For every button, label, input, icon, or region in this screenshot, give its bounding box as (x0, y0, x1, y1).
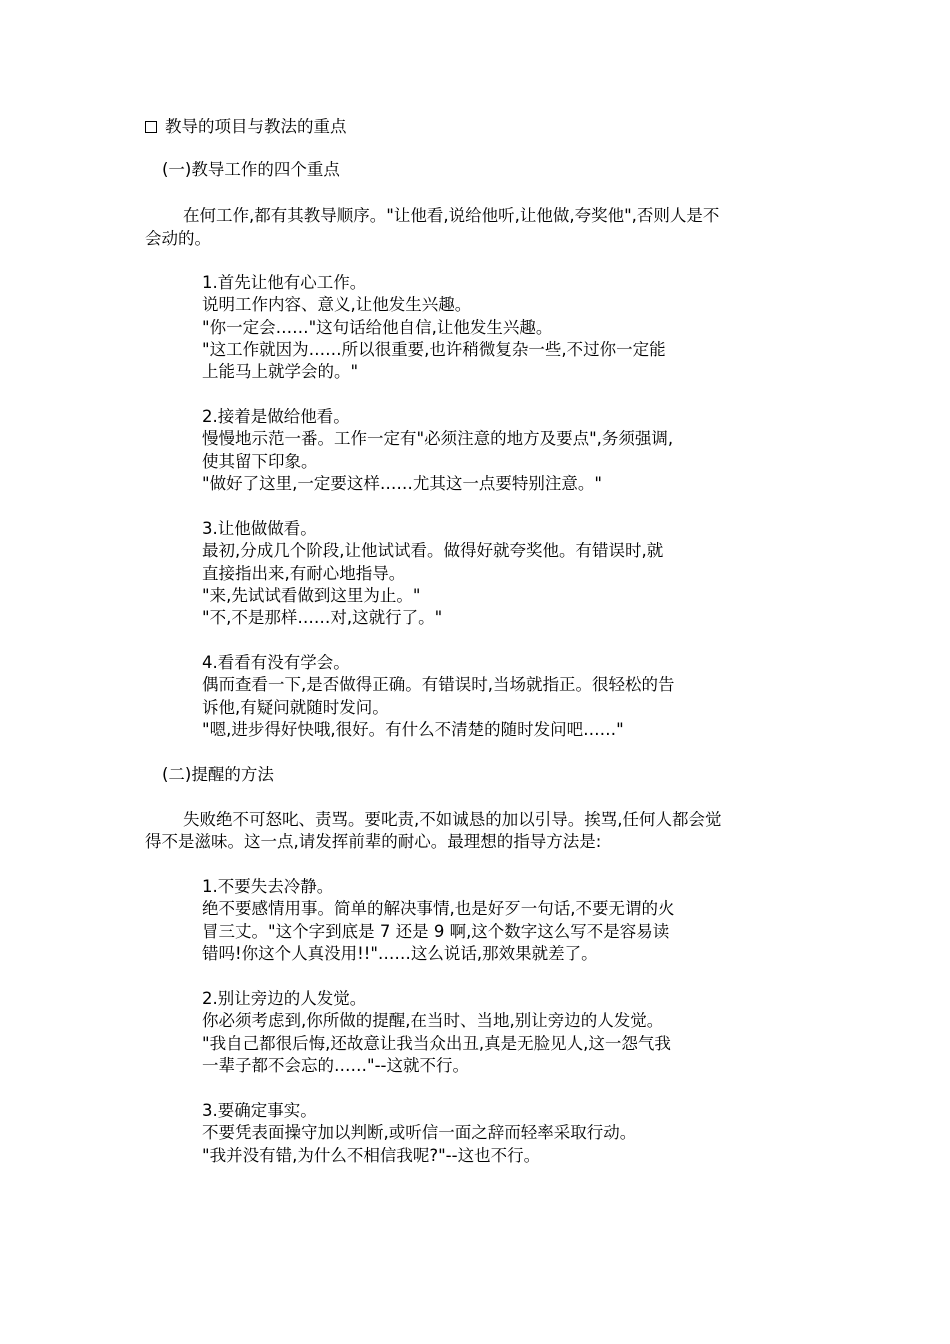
s2-item2-line-3: "我自己都很后悔,还故意让我当众出丑,真是无脸见人,这一怨气我 (202, 1034, 671, 1053)
s1-item1-line-3: "你一定会……"这句话给他自信,让他发生兴趣。 (202, 318, 553, 337)
s2-item2-line-4: 一辈子都不会忘的……"--这就不行。 (202, 1056, 469, 1075)
s1-item1-line-5: 上能马上就学会的。" (202, 362, 359, 381)
s1-item4-line-3: 诉他,有疑问就随时发问。 (202, 698, 389, 717)
s1-item3-line-1: 3.让他做做看。 (202, 519, 317, 538)
s1-item3-line-4: "来,先试试看做到这里为止。" (202, 586, 421, 605)
document-title (145, 116, 347, 138)
checkbox-icon (145, 121, 157, 133)
s1-item3-line-3: 直接指出来,有耐心地指导。 (202, 564, 406, 583)
s2-item2-line-2: 你必须考虑到,你所做的提醒,在当时、当地,别让旁边的人发觉。 (202, 1011, 664, 1030)
s1-item2-line-3: 使其留下印象。 (202, 452, 318, 471)
s1-item3-line-2: 最初,分成几个阶段,让他试试看。做得好就夸奖他。有错误时,就 (202, 541, 664, 560)
s1-item4-line-2: 偶而查看一下,是否做得正确。有错误时,当场就指正。很轻松的告 (202, 675, 675, 694)
s1-item1-line-2: 说明工作内容、意义,让他发生兴趣。 (202, 295, 472, 314)
section1-intro-line-2: 会动的。 (145, 229, 211, 248)
s1-item1-line-4: "这工作就因为……所以很重要,也许稍微复杂一些,不过你一定能 (202, 340, 666, 359)
section1-heading: (一)教导工作的四个重点 (162, 160, 340, 179)
s2-item3-line-1: 3.要确定事实。 (202, 1101, 317, 1120)
s2-item1-line-4: 错吗!你这个人真没用!!"……这么说话,那效果就差了。 (202, 944, 598, 963)
s1-item2-line-4: "做好了这里,一定要这样……尤其这一点要特别注意。" (202, 474, 602, 493)
section1-intro-line-1: 在何工作,都有其教导顺序。"让他看,说给他听,让他做,夸奖他",否则人是不 (183, 206, 720, 225)
s1-item4-line-4: "嗯,进步得好快哦,很好。有什么不清楚的随时发问吧……" (202, 720, 624, 739)
s2-item3-line-3: "我并没有错,为什么不相信我呢?"--这也不行。 (202, 1146, 541, 1165)
document-title-text: 教导的项目与教法的重点 (165, 117, 347, 136)
section2-heading: (二)提醒的方法 (162, 765, 274, 784)
s2-item1-line-1: 1.不要失去冷静。 (202, 877, 334, 896)
s2-item3-line-2: 不要凭表面操守加以判断,或听信一面之辞而轻率采取行动。 (202, 1123, 637, 1142)
section2-intro-line-2: 得不是滋味。这一点,请发挥前辈的耐心。最理想的指导方法是: (145, 832, 602, 851)
s2-item2-line-1: 2.别让旁边的人发觉。 (202, 989, 367, 1008)
s1-item3-line-5: "不,不是那样……对,这就行了。" (202, 608, 443, 627)
s1-item2-line-2: 慢慢地示范一番。工作一定有"必须注意的地方及要点",务须强调, (202, 429, 674, 448)
s2-item1-line-3: 冒三丈。"这个字到底是 7 还是 9 啊,这个数字这么写不是容易读 (202, 922, 670, 941)
s2-item1-line-2: 绝不要感情用事。简单的解决事情,也是好歹一句话,不要无谓的火 (202, 899, 675, 918)
s1-item4-line-1: 4.看看有没有学会。 (202, 653, 350, 672)
s1-item1-line-1: 1.首先让他有心工作。 (202, 273, 367, 292)
s1-item2-line-1: 2.接着是做给他看。 (202, 407, 350, 426)
section2-intro-line-1: 失败绝不可怒叱、责骂。要叱责,不如诚恳的加以引导。挨骂,任何人都会觉 (183, 810, 722, 829)
